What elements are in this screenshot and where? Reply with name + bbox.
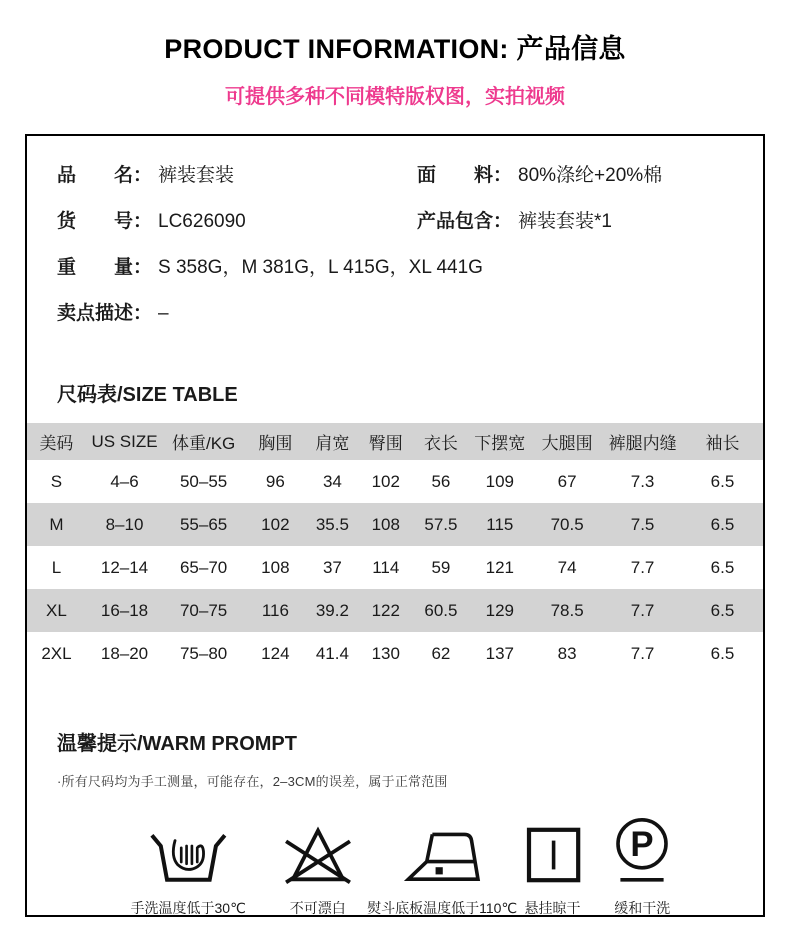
- table-cell: 124: [261, 643, 290, 663]
- field-label: 货 号：: [57, 211, 153, 232]
- care-label: 缓和干洗: [614, 900, 671, 916]
- field-value: –: [158, 303, 169, 324]
- table-cell: 121: [485, 557, 514, 577]
- table-cell: 102: [371, 471, 400, 491]
- table-cell: 65–70: [179, 557, 228, 577]
- field-weight: [57, 254, 483, 282]
- field-line: [57, 254, 733, 282]
- field-label: 卖点描述：: [57, 303, 153, 324]
- field-value: 裤装套装: [158, 165, 235, 186]
- column-header: 裤腿内缝: [603, 423, 682, 460]
- no-bleach-icon: [280, 814, 356, 886]
- table-cell: 60.5: [424, 600, 458, 620]
- warm-prompt-note: ·所有尺码均为手工测量，可能存在，2–3CM的误差，属于正常范围: [57, 774, 448, 789]
- page-subtitle: 可提供多种不同模特版权图，实拍视频: [225, 86, 565, 108]
- table-cell: 62: [431, 643, 451, 663]
- table-cell: 6.5: [710, 600, 735, 620]
- table-cell: M: [49, 514, 64, 534]
- table-cell: 57.5: [424, 514, 458, 534]
- column-header: 大腿围: [531, 423, 603, 460]
- field-line: [57, 162, 733, 190]
- care-item-gentle-dry-clean: [612, 814, 672, 918]
- table-cell: 6.5: [710, 514, 735, 534]
- table-cell: 6.5: [710, 643, 735, 663]
- care-label: 悬挂晾干: [524, 900, 581, 916]
- table-cell: 7.5: [630, 514, 655, 534]
- table-cell: 41.4: [315, 643, 349, 663]
- table-cell: 6.5: [710, 557, 735, 577]
- column-header: 肩宽: [307, 423, 359, 460]
- field-value: LC626090: [158, 211, 246, 232]
- table-cell: 67: [557, 471, 577, 491]
- table-cell: 55–65: [179, 514, 228, 534]
- field-line: [57, 208, 733, 236]
- table-cell: 78.5: [550, 600, 584, 620]
- gentle-dry-clean-icon: [612, 814, 672, 886]
- info-box: [25, 134, 765, 917]
- table-cell: 83: [557, 643, 577, 663]
- table-cell: 75–80: [179, 643, 228, 663]
- table-row: [27, 503, 763, 546]
- table-cell: 34: [322, 471, 342, 491]
- care-item-hand-wash: [131, 814, 246, 918]
- table-row: [27, 460, 763, 503]
- field-selling-point: [57, 300, 169, 328]
- column-header: 胸围: [244, 423, 307, 460]
- table-cell: 114: [372, 557, 400, 577]
- column-header: 美码: [27, 423, 86, 460]
- care-item-hang-dry: [523, 814, 583, 918]
- table-cell: 35.5: [315, 514, 349, 534]
- field-item-number: [57, 208, 417, 236]
- warm-prompt-heading: 温馨提示/WARM PROMPT: [57, 733, 297, 755]
- column-header: 衣长: [413, 423, 468, 460]
- size-table: [27, 423, 763, 675]
- field-value: 80%涤纶+20%棉: [518, 165, 663, 186]
- iron-low-temp-icon: [367, 814, 517, 886]
- table-cell: 56: [431, 471, 451, 491]
- table-cell: 59: [431, 557, 451, 577]
- table-cell: 7.7: [630, 643, 655, 663]
- size-table-header-row: [27, 423, 763, 460]
- care-item-no-bleach: [280, 814, 356, 918]
- field-label: 重 量：: [57, 257, 153, 278]
- table-cell: 6.5: [710, 471, 735, 491]
- table-cell: 102: [261, 514, 290, 534]
- table-cell: 37: [322, 557, 342, 577]
- column-header: 体重/KG: [163, 423, 244, 460]
- table-cell: 137: [485, 643, 514, 663]
- table-cell: 116: [261, 600, 289, 620]
- table-cell: 4–6: [110, 471, 139, 491]
- care-item-iron-low: [367, 814, 517, 918]
- table-cell: 7.3: [630, 471, 655, 491]
- care-label: 手洗温度低于30℃: [130, 900, 246, 916]
- column-header: US SIZE: [86, 423, 163, 460]
- hang-dry-icon: [523, 814, 583, 886]
- table-cell: 122: [371, 600, 400, 620]
- size-table-heading: 尺码表/SIZE TABLE: [57, 384, 238, 406]
- table-cell: 130: [371, 643, 400, 663]
- table-cell: 18–20: [100, 643, 149, 663]
- care-symbols: [27, 814, 763, 926]
- table-cell: 7.7: [630, 557, 655, 577]
- product-fields: [27, 136, 763, 328]
- field-label: 产品包含：: [417, 211, 513, 232]
- field-fabric: [417, 162, 662, 190]
- column-header: 臀围: [358, 423, 413, 460]
- field-value: S 358G，M 381G，L 415G，XL 441G: [158, 257, 483, 278]
- table-cell: 115: [486, 514, 514, 534]
- table-cell: XL: [46, 600, 67, 620]
- table-cell: 109: [485, 471, 514, 491]
- table-cell: 7.7: [630, 600, 655, 620]
- hand-wash-icon: [131, 814, 246, 886]
- table-cell: 50–55: [179, 471, 228, 491]
- field-label: 品 名：: [57, 165, 153, 186]
- table-cell: 108: [371, 514, 400, 534]
- table-cell: L: [51, 557, 62, 577]
- field-label: 面 料：: [417, 165, 513, 186]
- field-product-name: [57, 162, 417, 190]
- table-cell: 129: [485, 600, 514, 620]
- table-row: [27, 589, 763, 632]
- field-line: [57, 300, 733, 328]
- table-row: [27, 546, 763, 589]
- svg-text:P: P: [630, 824, 654, 864]
- table-cell: 108: [261, 557, 290, 577]
- care-label: 熨斗底板温度低于110℃: [367, 900, 518, 916]
- column-header: 袖长: [682, 423, 763, 460]
- table-cell: 74: [557, 557, 577, 577]
- table-cell: 39.2: [315, 600, 349, 620]
- table-cell: S: [50, 471, 63, 491]
- care-label: 不可漂白: [289, 900, 346, 916]
- table-cell: 70–75: [179, 600, 228, 620]
- table-cell: 96: [265, 471, 285, 491]
- table-cell: 16–18: [100, 600, 149, 620]
- table-cell: 8–10: [105, 514, 144, 534]
- field-package-contents: [417, 208, 612, 236]
- page-title: PRODUCT INFORMATION: 产品信息: [164, 34, 626, 64]
- table-cell: 70.5: [550, 514, 584, 534]
- table-cell: 2XL: [41, 643, 72, 663]
- column-header: 下摆宽: [469, 423, 532, 460]
- table-row: [27, 632, 763, 675]
- field-value: 裤装套装*1: [518, 211, 612, 232]
- table-cell: 12–14: [100, 557, 149, 577]
